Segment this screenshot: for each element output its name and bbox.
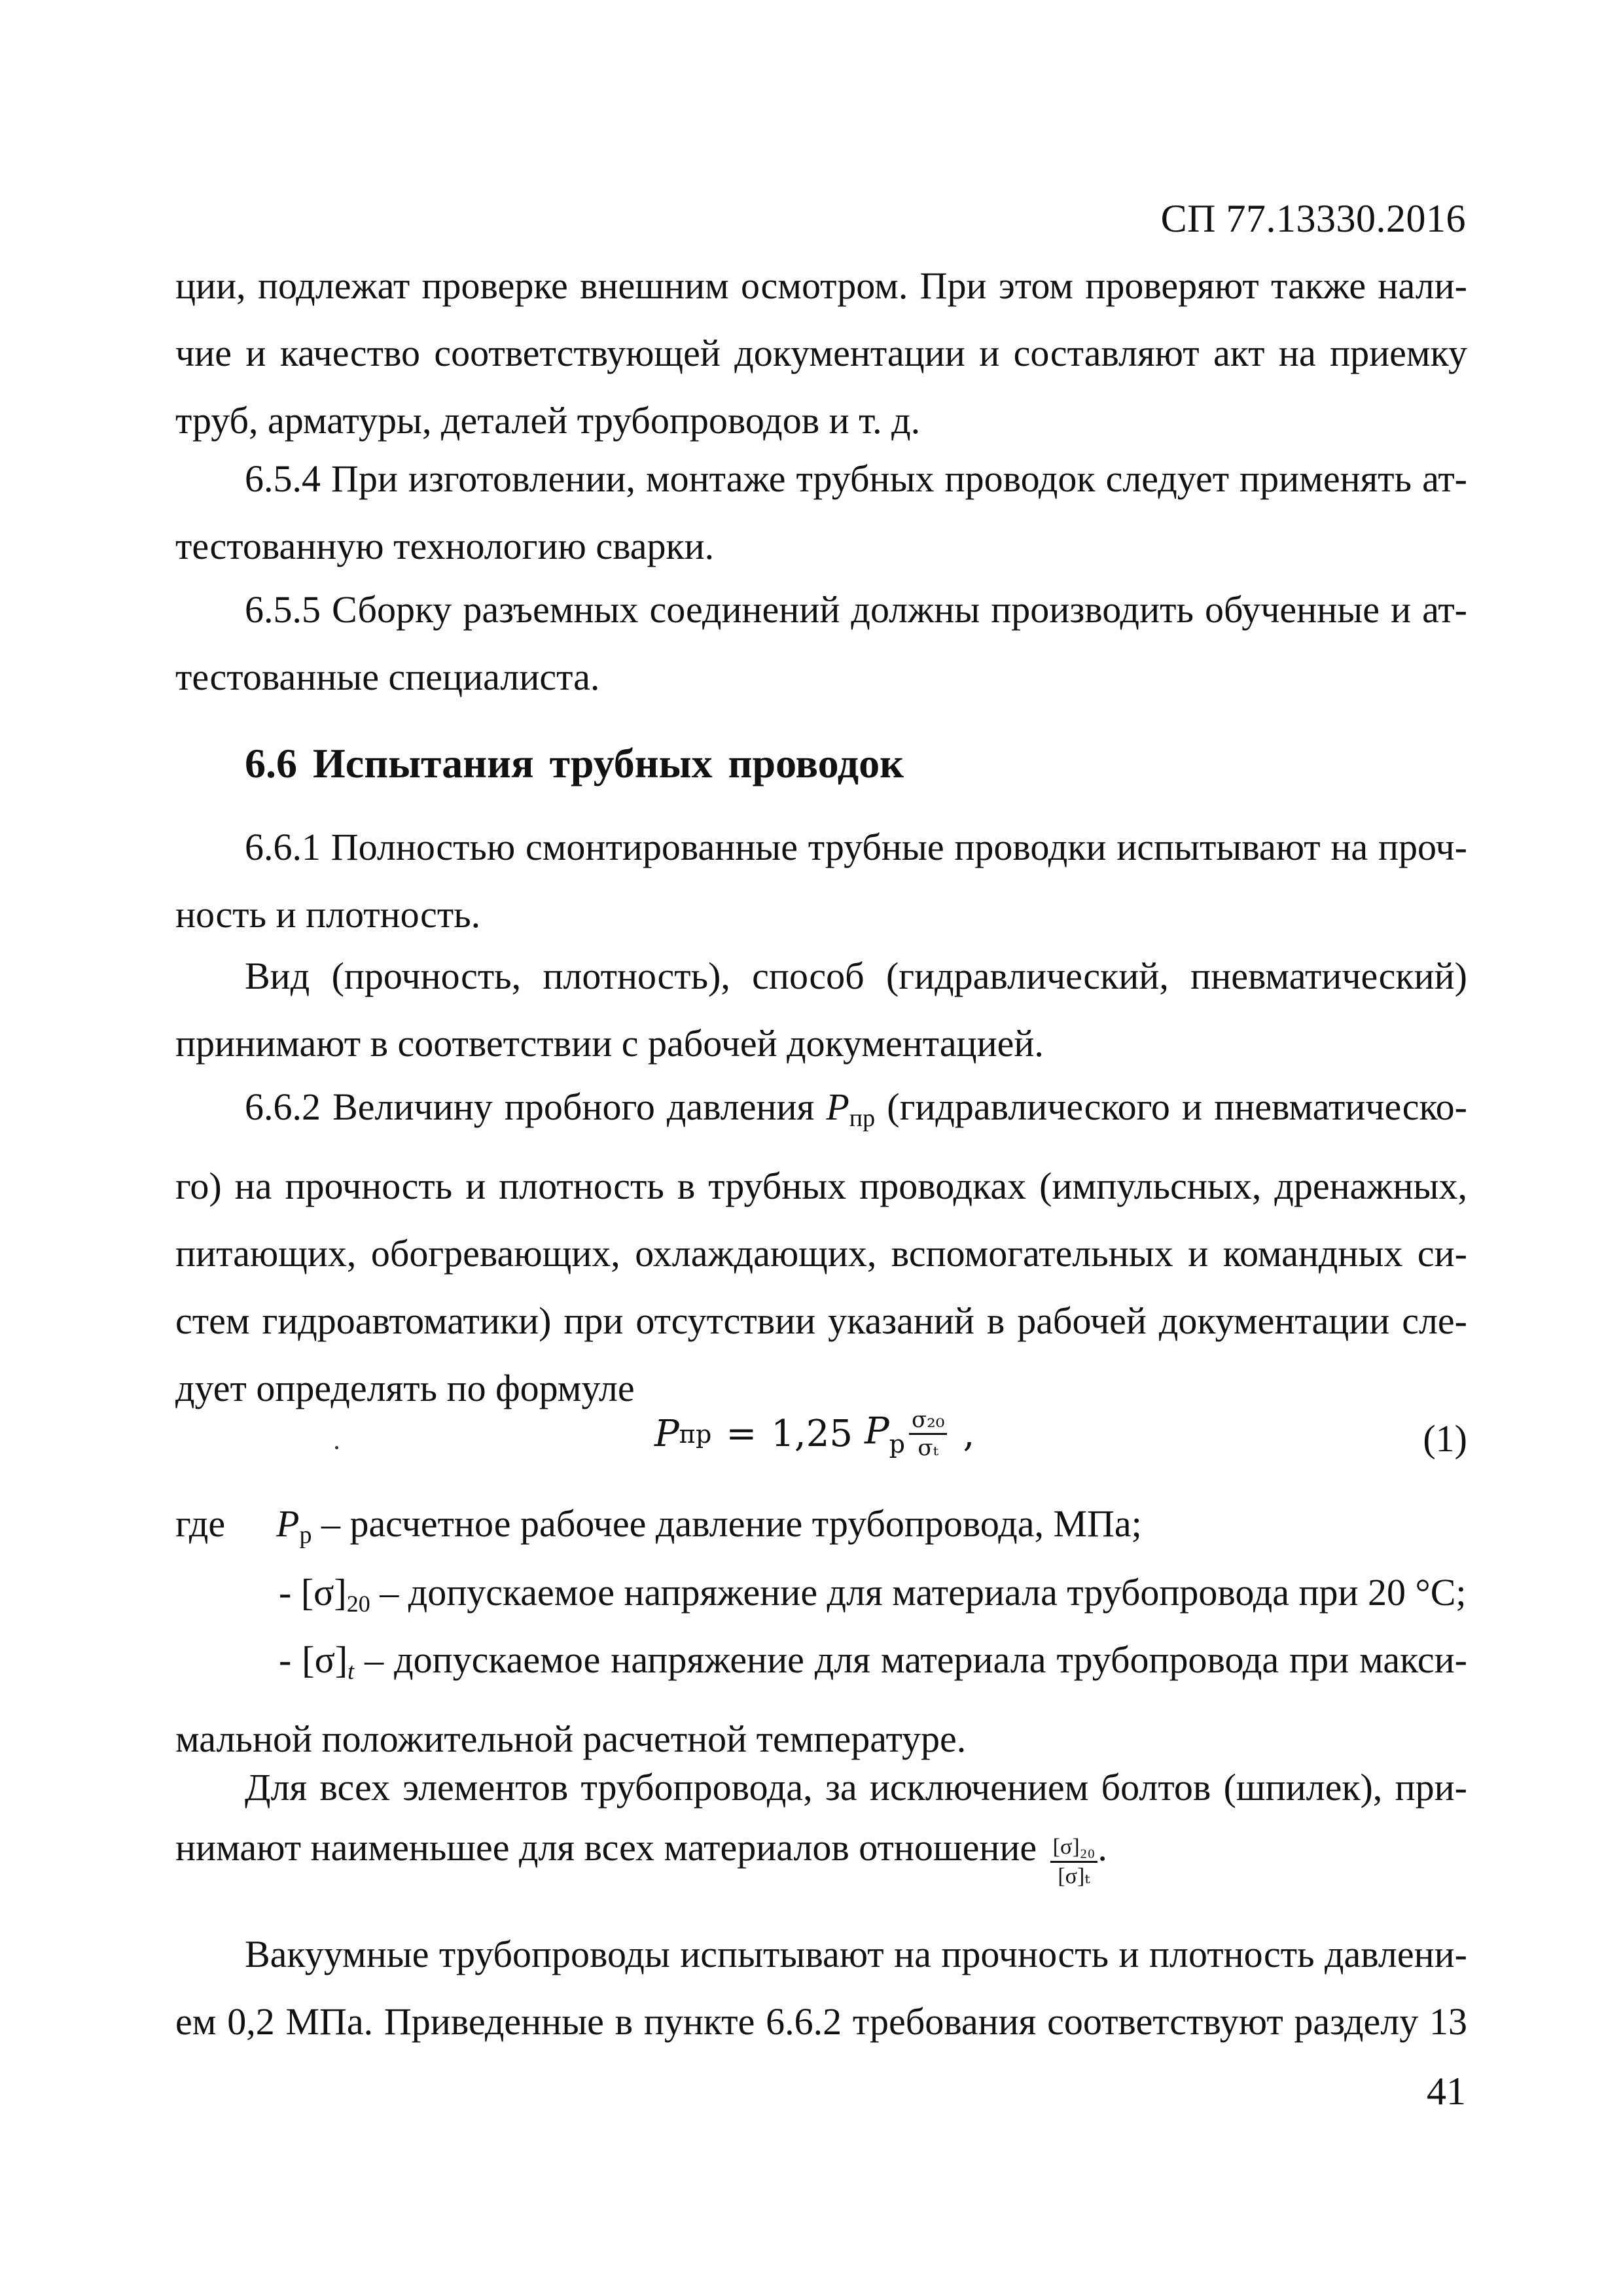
formula-p-subscript: р [889,1429,905,1458]
fraction-denominator: σₜ [918,1435,938,1461]
text-line: 6.5.5 Сборку разъемных соединений должны производить обученные и ат- [245,588,1467,631]
paragraph-6-5-4 [175,445,1467,580]
text-line: чие и качество соответствующей документации и составляют акт на приемку [175,332,1467,374]
text-line: 6.6.1 Полностью смонтированные трубные проводки испытывают на проч- [245,826,1467,868]
text-line: ции, подлежат проверке внешним осмотром. При этом проверяют также нали- [175,264,1467,307]
paragraph-inspection [175,252,1467,454]
where-symbol: P [276,1502,300,1545]
formula-1 [654,1407,974,1461]
where-item [276,1502,1142,1549]
text-line: тестованную технологию сварки. [175,525,715,567]
paragraph-all-elements [175,1754,1467,1821]
where-subscript: 20 [346,1591,370,1617]
ratio-period: . [1097,1826,1107,1869]
equation-number: (1) [1423,1417,1467,1460]
where-symbol: - [σ] [279,1571,347,1614]
text-line: труб, арматуры, деталей трубопроводов и т. д. [175,399,921,442]
paragraph-6-6-2 [175,1073,1467,1422]
text-line: тестованные специалиста. [175,656,600,698]
where-item [175,1626,1467,1705]
where-word: где [175,1502,226,1545]
document-code: СП 77.13330.2016 [1160,197,1466,240]
page-number: 41 [1427,2070,1466,2113]
text-fragment: (гидравлического и пневматическо- [875,1086,1467,1128]
text-fragment: 6.6.2 Величину пробного давления [245,1086,827,1128]
where-text: – расчетное рабочее давление трубопровода, МПа; [312,1502,1142,1545]
text-line: 6.5.4 При изготовлении, монтаже трубных проводок следует применять ат- [245,457,1467,500]
formula-coefficient: 1,25 [771,1413,853,1455]
text-line: Вид (прочность, плотность), способ (гидравлический, пневматический) [245,955,1467,997]
ratio-fraction [1050,1833,1098,1890]
pressure-subscript: пр [849,1104,876,1132]
text-line: Вакуумные трубопроводы испытывают на прочность и плотность давлени- [245,1933,1467,1975]
formula-equals: = [726,1413,757,1455]
paragraph-test-type [175,942,1467,1077]
formula-lhs-subscript: пр [679,1419,712,1449]
text-line [175,1073,1467,1152]
ratio-line [175,1826,1467,1890]
ratio-numerator: [σ]₂₀ [1050,1833,1098,1863]
formula-p-symbol: P [864,1409,889,1453]
text-fragment: нимают наименьшее для всех материалов отношение [175,1826,1037,1869]
where-subscript: t [348,1658,355,1684]
paragraph-6-6-1 [175,813,1467,948]
text-line: мальной положительной расчетной температуре. [175,1718,967,1760]
where-text: – допускаемое напряжение для материала трубопровода при 20 °С; [370,1571,1467,1614]
text-line: питающих, обогревающих, охлаждающих, вспомогательных и командных си- [175,1232,1467,1275]
section-title: 6.6 Испытания трубных проводок [245,740,904,786]
text-line: Для всех элементов трубопровода, за исключением болтов (шпилек), при- [245,1766,1467,1809]
formula-comma: , [963,1413,975,1455]
text-line: принимают в соответствии с рабочей документацией. [175,1022,1044,1065]
formula-lhs-symbol: P [654,1413,679,1455]
where-item [279,1570,1467,1617]
text-line: стем гидроавтоматики) при отсутствии указаний в рабочей документации сле- [175,1299,1467,1342]
fraction-numerator: σ₂₀ [909,1407,947,1435]
text-line: дует определять по формуле [175,1367,635,1409]
paragraph-6-5-5 [175,576,1467,711]
formula-fraction [909,1407,947,1461]
where-subscript: р [299,1521,312,1549]
where-row-3 [175,1626,1467,1773]
where-text: – допускаемое напряжение для материала трубопровода при макси- [354,1638,1467,1681]
text-line: ность и плотность. [175,893,481,936]
stray-dot [335,1446,338,1449]
paragraph-vacuum [175,1920,1467,2055]
text-line: го) на прочность и плотность в трубных проводках (импульсных, дренажных, [175,1165,1467,1207]
ratio-denominator: [σ]ₜ [1058,1864,1090,1888]
text-line: ем 0,2 МПа. Приведенные в пункте 6.6.2 требования соответствуют разделу 13 [175,2000,1467,2043]
where-symbol: - [σ] [279,1638,348,1681]
pressure-symbol: P [826,1086,849,1128]
